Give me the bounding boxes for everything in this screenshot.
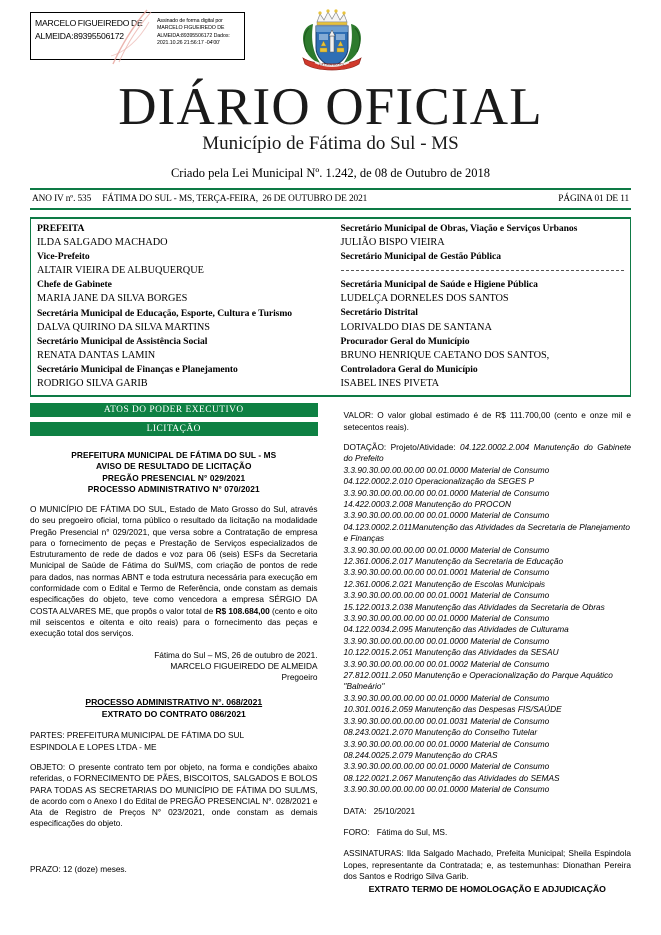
officials-box (30, 217, 631, 397)
contract-heading (30, 696, 318, 720)
notice-body-post: (cento e oito mil seiscentos e oitenta e oito reais) para o fornecimento das peças e execução total dos serviços. (30, 605, 318, 639)
contract-extract-number: EXTRATO DO CONTRATO 086/2021 (101, 709, 246, 720)
notice-heading-line: PREFEITURA MUNICIPAL DE FÁTIMA DO SUL - MS (71, 450, 277, 461)
official-name: LUDELÇA DORNELES DOS SANTOS (340, 293, 509, 305)
content-columns (30, 397, 631, 895)
dotacao-line: 3.3.90.30.00.00.00.00 00.01.0000 Material de Consumo (343, 692, 550, 703)
foro-value: Fátima do Sul, MS. (376, 826, 448, 837)
official-role: Secretária Municipal de Educação, Esporte, Cultura e Turismo (37, 307, 293, 319)
official-name: ALTAIR VIEIRA DE ALBUQUERQUE (37, 265, 204, 277)
contract-process-number: PROCESSO ADMINISTRATIVO N°. 068/2021 (85, 697, 263, 708)
dotacao-line: 3.3.90.30.00.00.00.00 00.01.0001 Material de Consumo (343, 590, 550, 601)
right-column (331, 397, 632, 895)
data-row (344, 806, 632, 817)
official-role: Secretário Municipal de Finanças e Planejamento (37, 363, 238, 375)
official-name: RENATA DANTAS LAMIN (37, 349, 156, 361)
dotacao-intro (344, 442, 632, 465)
data-value: 25/10/2021 (373, 805, 416, 816)
official-role: Chefe de Gabinete (37, 279, 112, 291)
dotacao-line: 3.3.90.30.00.00.00.00 00.01.0001 Material de Consumo (343, 567, 550, 578)
valor-paragraph: VALOR: O valor global estimado é de R$ 111.700,00 (cento e onze mil e setecentos reais). (343, 410, 631, 432)
notice-signature-block (30, 650, 318, 684)
dotacao-line: 3.3.90.30.00.00.00.00 00.01.0000 Material de Consumo (343, 464, 550, 475)
signature-meta-text: Assinado de forma digital por MARCELO FIGUEIREDO DE ALMEIDA:89395506172 Dados: 2021.10.26 21:56:17 -04'00' (157, 18, 230, 47)
dotacao-list (344, 465, 632, 796)
dotacao-line: 3.3.90.30.00.00.00.00 00.01.0000 Material de Consumo (343, 487, 550, 498)
official-role: Secretário Municipal de Assistência Social (37, 335, 208, 347)
dotacao-line: 08.244.0025.2.079 Manutenção do CRAS (343, 749, 498, 760)
dotacao-line: 15.122.0013.2.038 Manutenção das Atividades da Secretaria de Obras (343, 601, 605, 612)
dotacao-line: 10.301.0016.2.059 Manutenção das Despesas FIS/SAÚDE (343, 704, 562, 715)
notice-body (30, 504, 318, 640)
dotacao-line: 3.3.90.30.00.00.00.00 00.01.0002 Material de Consumo (343, 658, 550, 669)
contract-term: PRAZO: 12 (doze) meses. (30, 863, 127, 874)
dotacao-first-entry: 04.122.0002.2.004 Manutenção do Gabinete do Prefeito (343, 441, 631, 464)
official-name: ISABEL INES PIVETA (340, 377, 440, 389)
dotacao-line: 12.361.0006.2.017 Manutenção da Secretaria de Educação (343, 556, 564, 566)
dotacao-line: 3.3.90.30.00.00.00.00 00.01.0000 Material de Consumo (343, 544, 550, 555)
coat-of-arms-icon (297, 6, 367, 78)
official-role: Secretária Municipal de Saúde e Higiene Pública (340, 279, 538, 291)
official-name: BRUNO HENRIQUE CAETANO DOS SANTOS, (340, 349, 550, 361)
left-column (30, 397, 331, 875)
dotacao-line: 3.3.90.30.00.00.00.00 00.01.0000 Material de Consumo (343, 738, 550, 749)
dotacao-line: 3.3.90.30.00.00.00.00 00.01.0000 Material de Consumo (343, 761, 550, 772)
page-number: PÁGINA 01 DE 11 (558, 194, 629, 204)
digital-signature-stamp (30, 12, 245, 60)
foro-row (344, 827, 632, 838)
official-role: Secretário Municipal de Gestão Pública (340, 251, 501, 263)
foro-label: FORO: (343, 826, 370, 837)
official-role: Secretário Municipal de Obras, Viação e Serviços Urbanos (340, 223, 578, 234)
contract-parties-line2: ESPINDOLA E LOPES LTDA - ME (30, 741, 157, 752)
officials-placeholder-divider (341, 270, 625, 271)
official-name: JULIÃO BISPO VIEIRA (340, 237, 445, 249)
signature-place-date: Fátima do Sul – MS, 26 de outubro de 2021. (154, 649, 318, 660)
masthead-subtitle: Município de Fátima do Sul - MS (202, 133, 459, 154)
dotacao-line: 08.243.0021.2.070 Manutenção do Conselho Tutelar (343, 727, 538, 738)
homologacao-heading: EXTRATO TERMO DE HOMOLOGAÇÃO E ADJUDICAÇÃO (368, 884, 606, 895)
official-name: LORIVALDO DIAS DE SANTANA (340, 321, 492, 333)
page-title: DIÁRIO OFICIAL (118, 78, 543, 136)
dotacao-line: 04.123.0002.2.011Manutenção das Atividades da Secretaria de Planejamento e Finanças (343, 521, 630, 544)
dotacao-line: 3.3.90.30.00.00.00.00 00.01.0000 Material de Consumo (343, 613, 550, 624)
masthead-law-line: Criado pela Lei Municipal Nº. 1.242, de 08 de Outubro de 2018 (170, 166, 491, 180)
contract-parties-line1: PARTES: PREFEITURA MUNICIPAL DE FÁTIMA DO SUL (30, 730, 245, 741)
official-role: Secretário Distrital (340, 307, 418, 319)
dotacao-line: 3.3.90.30.00.00.00.00 00.01.0031 Material de Consumo (343, 715, 550, 726)
signature-name-text: MARCELO FIGUEIREDO DE ALMEIDA:89395506172 (35, 18, 143, 41)
notice-amount: R$ 108.684,00 (215, 605, 270, 616)
dotacao-line: 3.3.90.30.00.00.00.00 00.01.0000 Material de Consumo (343, 510, 550, 521)
dotacao-label: DOTAÇÃO: Projeto/Atividade: (343, 441, 461, 452)
svg-text:FÁTIMA DO SUL: FÁTIMA DO SUL (319, 62, 345, 67)
banner-bidding: LICITAÇÃO (30, 422, 318, 436)
official-role: PREFEITA (37, 223, 85, 234)
banner-executive-acts: ATOS DO PODER EXECUTIVO (30, 403, 318, 417)
dotacao-line: 3.3.90.30.00.00.00.00 00.01.0000 Material de Consumo (343, 784, 550, 795)
issue-info: ANO IV nº. 535 FÁTIMA DO SUL - MS, TERÇA-FEIRA, 26 DE OUTUBRO DE 2021 (32, 194, 368, 204)
notice-body-pre: O MUNICÍPIO DE FÁTIMA DO SUL, Estado de Mato Grosso do Sul, através do seu pregoeiro oficial, torna público o resultado da licitação na modalidade Pregão Presencial n° 029/2021, que versa sobre a Contratação de empresa para o fornecimento de peças e Prestação de Serviços especializados de Estruturamento de rede de dados e voz para 06 (seis) ESFs da Secretaria Municipal de Saúde de Fátima do Sul/MS, com criação de pontos de rede para dados, nas normas ABNT e toda estrutura necessária para execução em conformidade com o Edital e Termo de Referência, onde constam as demais especificações do objeto, teve como vencedora a empresa SÉRGIO DA COSTA ALVARES ME, que propôs o valor total de (30, 503, 318, 616)
official-name: DALVA QUIRINO DA SILVA MARTINS (37, 321, 210, 333)
official-role: Controladora Geral do Município (340, 363, 478, 375)
dotacao-line: 12.361.0006.2.021 Manutenção de Escolas Municipais (343, 578, 546, 589)
officials-right-column (331, 222, 631, 391)
official-name: ILDA SALGADO MACHADO (37, 237, 168, 249)
notice-heading-line: PROCESSO ADMINISTRATIVO N° 070/2021 (87, 483, 260, 494)
dotacao-line: 27.812.0011.2.050 Manutenção e Operacionalização do Parque Aquático "Balneário" (343, 670, 613, 692)
dotacao-line: 3.3.90.30.00.00.00.00 00.01.0000 Material de Consumo (343, 635, 550, 646)
signature-signer-name: MARCELO FIGUEIREDO DE ALMEIDA (170, 660, 318, 671)
notice-heading-line: PREGÃO PRESENCIAL N° 029/2021 (102, 472, 246, 483)
dotacao-line: 14.422.0003.2.008 Manutenção do PROCON (343, 498, 511, 509)
notice-heading (30, 450, 318, 495)
issue-bar (30, 188, 631, 210)
officials-left-column (31, 222, 331, 391)
official-name: RODRIGO SILVA GARIB (37, 378, 148, 390)
signature-signer-title: Pregoeiro (281, 672, 318, 683)
dotacao-line: 04.122.0002.2.010 Operacionalização da SEGES P (343, 476, 535, 487)
data-label: DATA: (343, 805, 367, 816)
dotacao-line: 08.122.0021.2.067 Manutenção das Atividades do SEMAS (343, 772, 560, 783)
official-role: Vice-Prefeito (37, 251, 90, 263)
assinaturas-paragraph: ASSINATURAS: Ilda Salgado Machado, Prefeita Municipal; Sheila Espindola Lopes, representante da Contratada; e, as testemunhas: Dionathan Pereira dos Santos e Rodrigo Silva Garib. (343, 848, 631, 881)
contract-object: OBJETO: O presente contrato tem por objeto, na forma e condições abaixo referidas, o FORNECIMENTO DE PÃES, BISCOITOS, SALGADOS E BOLOS PARA TODAS AS SECRETARIAS DO MUNICÍPIO DE FÁTIMA DO SUL/MS, de acordo com o Anexo I do Edital de PREGÃO PRESENCIAL N°. 028/2021 e Ata de Registro de Preços N° 023/2021, onde constam as demais especificações do objeto. (30, 761, 318, 829)
official-role: Procurador Geral do Município (340, 335, 470, 347)
dotacao-line: 04.122.0034.2.095 Manutenção das Atividades de Culturama (343, 624, 569, 635)
dotacao-line: 10.122.0015.2.051 Manutenção das Atividades da SESAU (343, 647, 559, 658)
official-name: MARIA JANE DA SILVA BORGES (37, 293, 188, 305)
notice-heading-line: AVISO DE RESULTADO DE LICITAÇÃO (95, 461, 252, 472)
